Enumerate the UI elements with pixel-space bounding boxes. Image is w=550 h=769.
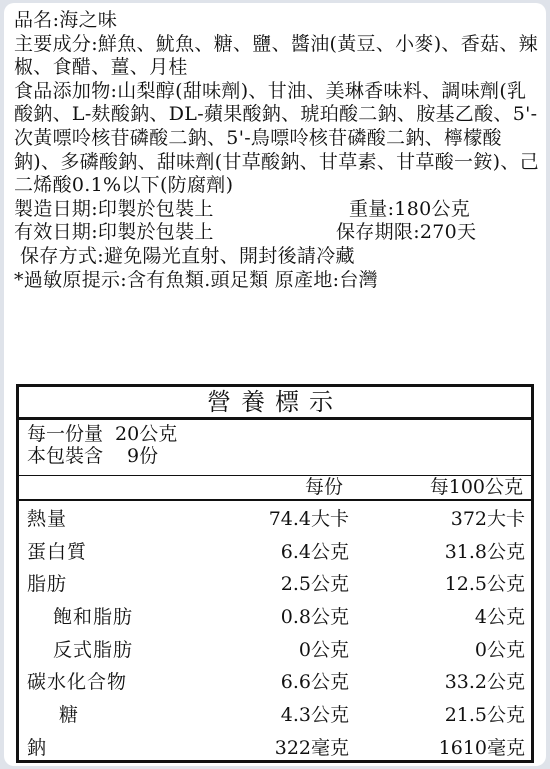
header-divider: [19, 499, 531, 501]
net-weight: 重量:180公克: [349, 197, 471, 220]
shelf-life: 保存期限:270天: [336, 221, 477, 244]
per-serving-value: 74.4大卡: [268, 508, 349, 530]
per-100g-value: 372大卡: [450, 508, 525, 530]
product-name: 品名:海之味: [14, 9, 118, 31]
nutrient-row: [19, 699, 531, 732]
nutrient-name: 脂肪: [27, 573, 68, 596]
per-100g-value: 0公克: [474, 638, 525, 661]
servings-per-package-label: 本包裝含: [27, 445, 104, 467]
nutrient-name: 反式脂肪: [53, 638, 134, 661]
per-serving-value: 0公克: [298, 638, 349, 661]
serving-info: [19, 420, 531, 467]
additives: 食品添加物:山梨醇(甜味劑)、甘油、美琳香味料、調味劑(乳酸鈉、L-麸酸鈉、DL-蘋果酸鈉、琥珀酸二鈉、胺基乙酸、5'-次黃嘌呤核苷磷酸二鈉、5'-鳥嘌呤核苷磷酸二鈉、檸檬酸鈉)、多磷酸鈉、甜味劑(甘草酸鈉、甘草素、甘草酸一銨)、己二烯酸0.1%以下(防腐劑): [14, 79, 539, 197]
storage-method: 保存方式:避免陽光直射、開封後請冷藏: [20, 244, 355, 267]
per-serving-value: 6.6公克: [280, 671, 349, 694]
product-info: [14, 9, 544, 292]
serving-size-label: 每一份量: [27, 423, 104, 445]
per-serving-value: 4.3公克: [280, 704, 349, 727]
nutrient-row: [19, 503, 531, 536]
nutrient-row: [19, 666, 531, 699]
per-100g-value: 12.5公克: [444, 573, 525, 596]
allergen-origin: *過敏原提示:含有魚類.頭足類 原產地:台灣: [14, 268, 378, 291]
date-weight-row: [14, 198, 544, 222]
expiry-date: 有效日期:印製於包裝上: [14, 221, 214, 244]
nutrient-name: 糖: [59, 704, 80, 727]
nutrient-row: [19, 732, 531, 765]
nutrient-name: 熱量: [27, 508, 68, 530]
per-100g-value: 31.8公克: [444, 540, 525, 563]
nutrient-row: [19, 601, 531, 634]
nutrient-name: 碳水化合物: [27, 671, 128, 694]
per-serving-value: 2.5公克: [280, 573, 349, 596]
per-serving-value: 0.8公克: [280, 606, 349, 629]
manufacture-date: 製造日期:印製於包裝上: [14, 197, 214, 220]
nutrient-name: 飽和脂肪: [53, 606, 134, 629]
food-label: [4, 3, 546, 766]
nutrient-name: 鈉: [27, 736, 48, 759]
nutrition-facts-table: [16, 384, 534, 763]
nutrient-name: 蛋白質: [27, 540, 88, 563]
col-per-100g: 每100公克: [429, 476, 523, 498]
nutrient-row: [19, 536, 531, 569]
col-per-serving: 每份: [304, 476, 343, 498]
column-headers: [19, 475, 531, 498]
nutrient-rows: [19, 503, 531, 765]
per-100g-value: 4公克: [474, 606, 525, 629]
nutrient-row: [19, 634, 531, 667]
serving-size-value: 20公克: [115, 423, 178, 445]
nutrient-row: [19, 568, 531, 601]
per-100g-value: 21.5公克: [444, 704, 525, 727]
per-serving-value: 6.4公克: [280, 540, 349, 563]
ingredients: 主要成分:鮮魚、魷魚、糖、鹽、醬油(黃豆、小麥)、香菇、辣椒、食醋、薑、月桂: [14, 32, 538, 79]
per-serving-value: 322毫克: [274, 736, 349, 759]
per-100g-value: 33.2公克: [444, 671, 525, 694]
nutrition-title: 營養標示: [19, 387, 531, 420]
per-100g-value: 1610毫克: [438, 736, 525, 759]
servings-per-package-value: 9份: [127, 445, 159, 467]
expiry-shelf-row: [14, 221, 544, 245]
